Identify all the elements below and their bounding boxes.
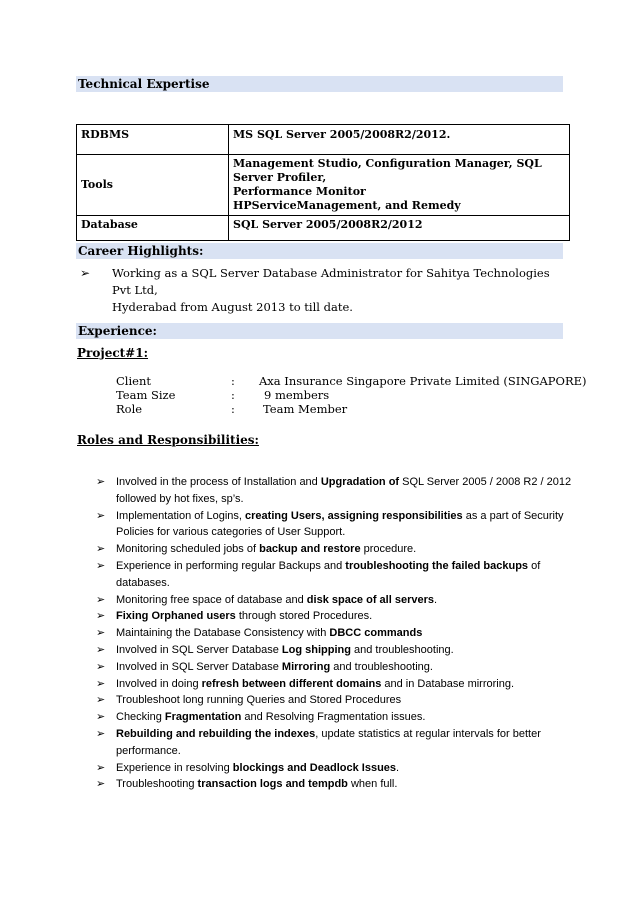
responsibility-text: [116, 558, 576, 592]
plain-text: .: [396, 761, 400, 774]
list-item: [96, 760, 576, 777]
emphasis-text: Fixing Orphaned users: [116, 610, 236, 623]
plain-text: through stored Procedures.: [235, 610, 373, 623]
emphasis-text: Fragmentation: [164, 711, 242, 724]
emphasis-text: troubleshooting the failed backups: [345, 559, 529, 572]
technical-expertise-table: [76, 124, 570, 241]
tools-value-line: Management Studio, Configuration Manager, SQL Server Profiler,: [233, 157, 542, 184]
plain-text: Involved in the process of Installation and: [116, 476, 321, 488]
list-item: [96, 692, 576, 709]
list-item: [96, 676, 576, 693]
list-item: [96, 474, 576, 508]
emphasis-text: Mirroring: [281, 660, 331, 673]
plain-text: procedure.: [360, 543, 417, 556]
plain-text: Checking: [116, 711, 165, 724]
emphasis-text: DBCC commands: [329, 627, 423, 640]
plain-text: as a part of Security Policies for various categories of User Support.: [116, 509, 564, 539]
responsibility-text: [116, 692, 576, 709]
list-item: [96, 642, 576, 659]
emphasis-text: Upgradation of: [320, 476, 400, 488]
plain-text: Monitoring scheduled jobs of: [116, 543, 260, 556]
emphasis-text: disk space of all servers: [306, 593, 434, 606]
table-row: [77, 216, 570, 241]
plain-text: Involved in SQL Server Database: [116, 660, 282, 673]
responsibility-text: [116, 776, 576, 793]
project-field-key: Team Size: [116, 388, 176, 402]
tools-value-line: HPServiceManagement, and Remedy: [233, 199, 461, 212]
arrow-bullet-icon: ➢: [96, 558, 106, 572]
plain-text: and Resolving Fragmentation issues.: [241, 711, 426, 724]
experience-bar: [76, 323, 563, 339]
roles-heading: Roles and Responsibilities:: [77, 433, 259, 447]
arrow-bullet-icon: ➢: [96, 726, 106, 740]
responsibility-text: [116, 676, 576, 693]
tools-value: [229, 155, 570, 216]
list-item: [96, 608, 576, 625]
tools-label: Tools: [77, 155, 229, 216]
arrow-bullet-icon: ➢: [96, 592, 106, 606]
project-field-value: Axa Insurance Singapore Private Limited (SINGAPORE): [259, 374, 587, 388]
project-field-sep: :: [231, 388, 235, 402]
plain-text: and troubleshooting.: [330, 660, 433, 673]
arrow-bullet-icon: ➢: [96, 777, 106, 791]
database-value-line: SQL Server 2005/2008R2/2012: [233, 218, 423, 231]
rdbms-value-line: MS SQL Server 2005/2008R2/2012.: [233, 128, 451, 141]
plain-text: Experience in resolving: [116, 761, 233, 774]
list-item: [96, 592, 576, 609]
tools-value-line: Performance Monitor: [233, 185, 366, 198]
plain-text: of databases.: [116, 559, 541, 589]
arrow-bullet-icon: ➢: [96, 710, 106, 724]
career-highlights-heading: Career Highlights:: [78, 244, 204, 258]
arrow-bullet-icon: ➢: [96, 760, 106, 774]
arrow-bullet-icon: ➢: [96, 626, 106, 640]
list-item: [96, 541, 576, 558]
plain-text: Troubleshooting: [116, 778, 198, 791]
arrow-bullet-icon: ➢: [96, 508, 106, 522]
list-item: [96, 508, 576, 542]
plain-text: Troubleshoot long running Queries and Stored Procedures: [116, 694, 402, 707]
database-label: Database: [77, 216, 229, 241]
list-item: [96, 776, 576, 793]
plain-text: .: [433, 593, 438, 606]
arrow-bullet-icon: ➢: [80, 266, 91, 280]
experience-heading: Experience:: [78, 324, 157, 338]
responsibility-text: [116, 760, 576, 777]
responsibility-text: [116, 508, 576, 542]
project-field-sep: :: [231, 374, 235, 388]
project-title: Project#1:: [77, 346, 149, 360]
career-highlight-line: Working as a SQL Server Database Administrator for Sahitya Technologies Pvt Ltd,: [112, 266, 550, 297]
responsibilities-list: [96, 474, 576, 793]
rdbms-value: [229, 125, 570, 155]
career-highlights-bar: [76, 243, 563, 259]
arrow-bullet-icon: ➢: [96, 475, 106, 488]
technical-expertise-bar: [76, 76, 563, 92]
emphasis-text: transaction logs and tempdb: [197, 778, 348, 791]
responsibility-text: [116, 659, 576, 676]
responsibility-text: [116, 726, 576, 760]
emphasis-text: blockings and Deadlock Issues: [232, 761, 397, 774]
plain-text: SQL Server 2005 / 2008 R2 / 2012 followed by hot fixes, sp’s.: [116, 476, 572, 505]
emphasis-text: Log shipping: [281, 643, 351, 656]
arrow-bullet-icon: ➢: [96, 642, 106, 656]
responsibility-text: [116, 642, 576, 659]
emphasis-text: backup and restore: [259, 543, 361, 556]
technical-expertise-heading: Technical Expertise: [78, 77, 210, 91]
plain-text: Monitoring free space of database and: [116, 593, 307, 606]
list-item: [96, 659, 576, 676]
list-item: [96, 726, 576, 760]
list-item: [96, 709, 576, 726]
responsibility-text: [116, 474, 576, 508]
plain-text: Implementation of Logins,: [116, 509, 246, 522]
plain-text: when full.: [347, 778, 398, 791]
plain-text: , update statistics at regular intervals for better performance.: [116, 727, 541, 757]
project-field-value: 9 members: [264, 388, 330, 402]
responsibility-text: [116, 592, 576, 609]
arrow-bullet-icon: ➢: [96, 676, 106, 690]
project-field-key: Client: [116, 374, 151, 388]
rdbms-label: RDBMS: [77, 125, 229, 155]
project-field-value: Team Member: [263, 402, 348, 416]
list-item: [96, 558, 576, 592]
emphasis-text: creating Users, assigning responsibilities: [245, 509, 463, 522]
arrow-bullet-icon: ➢: [96, 609, 106, 623]
responsibility-text: [116, 608, 576, 625]
list-item: [96, 625, 576, 642]
plain-text: Maintaining the Database Consistency with: [116, 627, 330, 640]
table-row: [77, 125, 570, 155]
emphasis-text: refresh between different domains: [201, 677, 382, 690]
project-field-key: Role: [116, 402, 143, 416]
plain-text: and troubleshooting.: [350, 643, 454, 656]
database-value: [229, 216, 570, 241]
arrow-bullet-icon: ➢: [96, 542, 106, 556]
project-field-sep: :: [231, 402, 235, 416]
career-highlight-line: Hyderabad from August 2013 to till date.: [112, 300, 353, 314]
responsibility-text: [116, 625, 576, 642]
arrow-bullet-icon: ➢: [96, 693, 106, 707]
responsibility-text: [116, 541, 576, 558]
responsibility-text: [116, 709, 576, 726]
emphasis-text: Rebuilding and rebuilding the indexes: [116, 727, 316, 740]
plain-text: Involved in SQL Server Database: [116, 643, 282, 656]
arrow-bullet-icon: ➢: [96, 659, 106, 673]
table-row: [77, 155, 570, 216]
plain-text: and in Database mirroring.: [381, 677, 515, 690]
plain-text: Experience in performing regular Backups and: [116, 559, 346, 572]
plain-text: Involved in doing: [116, 677, 202, 690]
